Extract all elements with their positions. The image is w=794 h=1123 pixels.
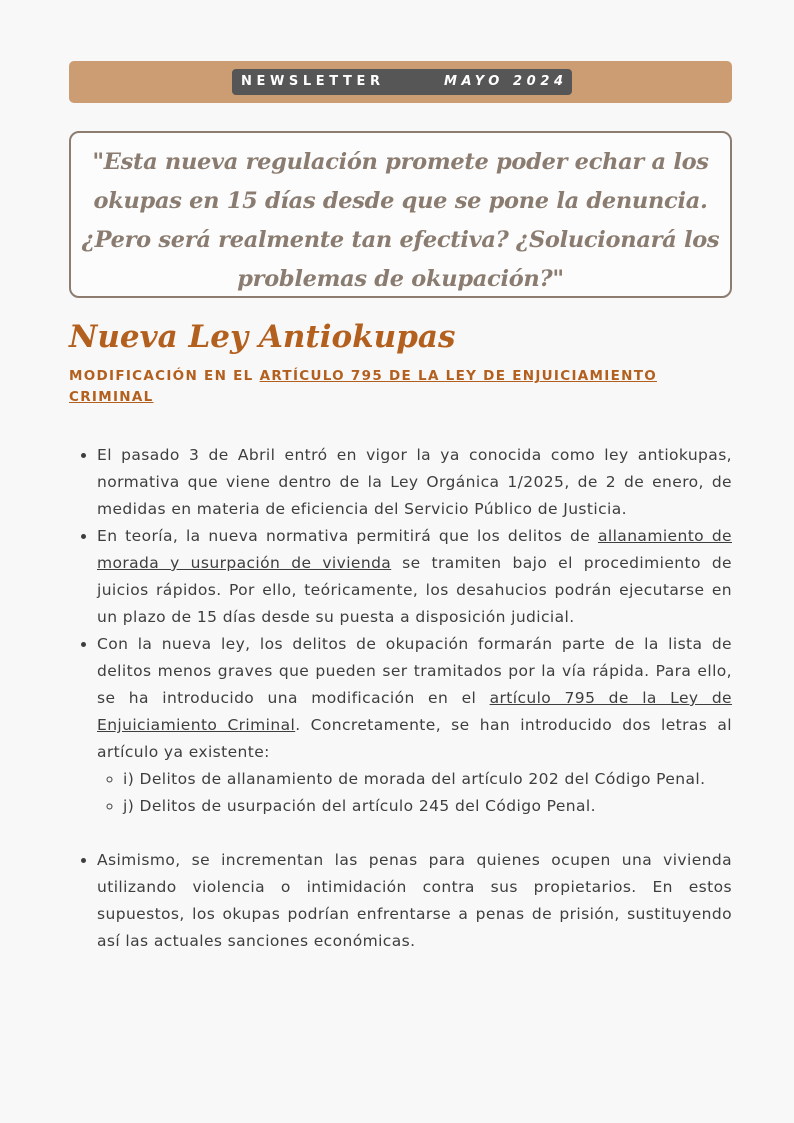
list-item-new-law — [97, 631, 732, 847]
article-795-link[interactable]: ARTÍCULO 795 DE LA LEY DE ENJUICIAMIENTO CRIMINAL — [69, 368, 657, 405]
list-item-entry-into-force: • El pasado 3 de Abril entró en vigor la ya conocida como ley antiokupas, normativa que viene dentro de la Ley Orgánica 1/2025, de 2 de enero, de medidas en materia de eficiencia del Servicio Público de Justicia. — [97, 442, 732, 523]
article-subtitle-prefix: MODIFICACIÓN EN EL — [69, 368, 260, 384]
sub-list-item-usurpacion: ◦ j) Delitos de usurpación del artículo 245 del Código Penal. — [123, 793, 732, 820]
newsletter-header-bar — [69, 61, 732, 103]
allanamiento-link[interactable]: allanamiento de morada y usurpación de vivienda — [97, 527, 732, 572]
ley-enjuiciamiento-link[interactable]: artículo 795 de la Ley de Enjuiciamiento Criminal — [97, 689, 732, 734]
bullet3-text-post: . Concretamente, se han introducido dos letras al artículo ya existente: — [97, 716, 733, 761]
bullet3-text-pre: Con la nueva ley, los delitos de okupación formarán parte de la lista de delitos menos graves que pueden ser tramitados por la vía rápida. Para ello, se ha introducido una modificación en el — [97, 635, 732, 707]
article-subtitle — [69, 366, 669, 408]
article-title: Nueva Ley Antiokupas — [69, 319, 456, 355]
article-bullet-list — [77, 442, 732, 955]
bullet2-text-post: se tramiten bajo el procedimiento de juicios rápidos. Por ello, teóricamente, los desahucios podrán ejecutarse en un plazo de 15 días desde su puesta a disposición judicial. — [97, 554, 732, 626]
pull-quote-text: "Esta nueva regulación promete poder echar a los okupas en 15 días desde que se pone la denuncia. ¿Pero será realmente tan efectiva? ¿Solucionará los problemas de okupación?" — [81, 149, 720, 292]
newsletter-date: MAYO 2024 — [444, 74, 568, 89]
newsletter-label: NEWSLETTER — [241, 74, 385, 89]
newsletter-header-pill — [232, 69, 572, 95]
spacer — [97, 820, 732, 847]
list-item-penalties: • Asimismo, se incrementan las penas para quienes ocupen una vivienda utilizando violencia o intimidación contra sus propietarios. En estos supuestos, los okupas podrían enfrentarse a penas de prisión, sustituyendo así las actuales sanciones económicas. — [97, 847, 732, 955]
pull-quote-box — [69, 131, 732, 298]
article-sub-list — [97, 766, 732, 820]
bullet2-text-pre: En teoría, la nueva normativa permitirá que los delitos de — [97, 527, 598, 545]
article-body — [77, 442, 732, 955]
list-item-fast-trial — [97, 523, 732, 631]
sub-list-item-allanamiento: ◦ i) Delitos de allanamiento de morada del artículo 202 del Código Penal. — [123, 766, 732, 793]
